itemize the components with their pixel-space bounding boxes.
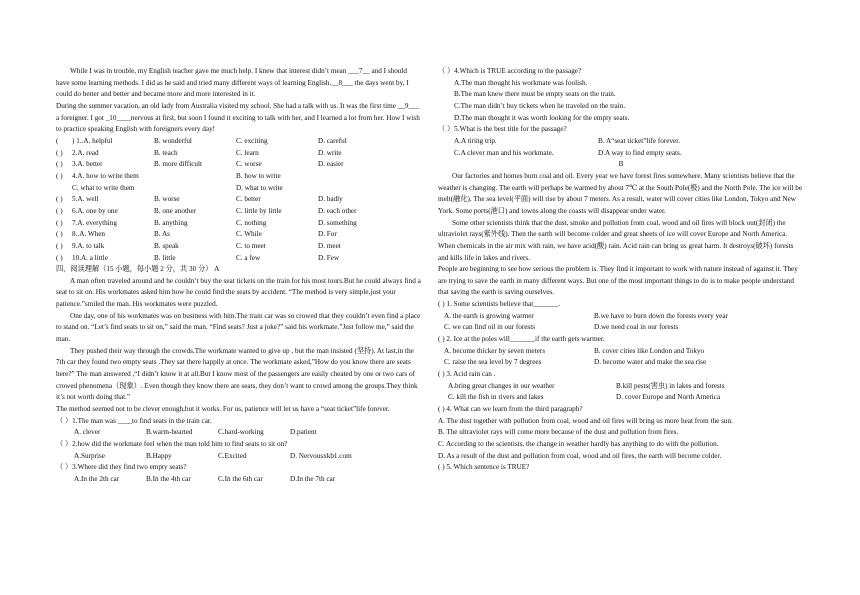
option: C.hard-working bbox=[218, 428, 264, 437]
cloze-options bbox=[56, 136, 422, 264]
cloze-option-cell: D. something bbox=[318, 218, 357, 227]
cloze-option-cell: D. For bbox=[318, 230, 337, 239]
option: B. cover cities like London and Tokyo bbox=[594, 346, 705, 355]
cloze-option-row bbox=[56, 206, 422, 218]
q5-options-cd bbox=[438, 148, 804, 160]
cloze-option-cell: ( ) bbox=[56, 241, 63, 250]
option: A. clever bbox=[74, 428, 101, 437]
option: A. the earth is growing warmer bbox=[444, 311, 534, 320]
b2-options-cd bbox=[438, 357, 804, 369]
option: A.Surprise bbox=[74, 451, 105, 460]
b3-options-ab bbox=[438, 381, 804, 393]
option: D. become water and make the sea rise bbox=[594, 358, 707, 367]
cloze-option-cell: ( ) bbox=[56, 218, 63, 227]
q5-options-ab bbox=[438, 136, 804, 148]
cloze-option-cell: ( ) bbox=[56, 206, 63, 215]
b3-options-cd bbox=[438, 392, 804, 404]
cloze-option-cell: C. worse bbox=[236, 160, 262, 169]
cloze-option-cell: C. to meet bbox=[236, 241, 266, 250]
question-2-options bbox=[56, 451, 422, 463]
cloze-option-cell: D. meet bbox=[318, 241, 341, 250]
option: A. become thicker by seven meters bbox=[444, 346, 545, 355]
cloze-option-cell: 8..A. When bbox=[72, 230, 106, 239]
cloze-option-cell: C. little by little bbox=[236, 206, 282, 215]
b4-option-d: D. As a result of the dust and pollution from coal, wood and oil fires, the earth will become colder. bbox=[438, 451, 722, 460]
option: B.we have to burn down the forests every year bbox=[594, 311, 728, 320]
cloze-option-cell: D. badly bbox=[318, 195, 343, 204]
q5-option-d: D.A way to find empty seats. bbox=[598, 148, 682, 157]
left-column bbox=[56, 66, 422, 486]
q4-option-b: B.The man knew there must be empty seats on the train. bbox=[454, 90, 616, 99]
cloze-option-cell: 4.A. how to write them bbox=[72, 171, 139, 180]
q5-option-c: C.A clever man and his workmate. bbox=[454, 148, 554, 157]
cloze-option-cell: ( ) bbox=[56, 195, 63, 204]
passage-b-p3: When chemicals in the air mix with rain, we have acid(酸) rain. Acid rain can bring us great harm. It destroys(破坏) forests and kills life in lakes and rivers. bbox=[438, 241, 794, 262]
cloze-option-row bbox=[56, 136, 422, 148]
option: B.kill pests(害虫) in lakes and forests bbox=[616, 381, 725, 390]
q4-option-a: A.The man thought his workmate was foolish. bbox=[454, 78, 588, 87]
cloze-option-cell: 7.A. everything bbox=[72, 218, 117, 227]
option: B.warm-hearted bbox=[146, 428, 193, 437]
cloze-option-cell: C. nothing bbox=[236, 218, 267, 227]
b2-options-ab bbox=[438, 346, 804, 358]
option: C. we can find oil in our forests bbox=[444, 323, 536, 332]
question-4: （ ）4.Which is TRUE according to the passage? bbox=[438, 67, 582, 75]
cloze-option-cell: D. what to write bbox=[236, 183, 283, 192]
cloze-option-cell: B. worse bbox=[154, 195, 180, 204]
option: C.In the 6th car bbox=[218, 474, 263, 483]
question-1-options bbox=[56, 427, 422, 439]
b1-options-cd bbox=[438, 322, 804, 334]
cloze-option-cell: D. careful bbox=[318, 136, 347, 145]
cloze-option-cell: B. anything bbox=[154, 218, 188, 227]
cloze-option-cell: C. While bbox=[236, 230, 262, 239]
cloze-option-cell: C. better bbox=[236, 195, 261, 204]
cloze-option-cell bbox=[154, 183, 236, 195]
option: C. kill the fish in rivers and lakes bbox=[448, 393, 544, 402]
cloze-option-cell: ( ) bbox=[56, 171, 63, 180]
passage-b-label: B bbox=[618, 160, 624, 169]
passage-a-p2: One day, one of his workmates was on business with him.The train car was so crowed that they couldn’t even find a place to stand on. “Let’s find seats to sit on,” said the man. “Find seats? Just a joke?” said his workmate.”Just follow me,” said the man. bbox=[56, 311, 421, 344]
cloze-option-cell: B. speak bbox=[154, 241, 179, 250]
cloze-option-cell: 5.A. well bbox=[72, 195, 99, 204]
b-question-3: ( ) 3. Acid rain can . bbox=[438, 370, 496, 379]
passage-b-p1: Our factories and homes burn coal and oil. Every year we have forest fires somewhere. Many scientists believe that the weather is changing. The earth will perhaps be warmed by about 7℃ at the South Pole(极) and the North Pole. The ice will be melt(融化). The sea level(平面) will rise by about 7 meters. As a result, water will cover cities like London, Tokyo and New York. Some ports(港口) and towns along the coasts will disappear under water. bbox=[438, 171, 803, 215]
cloze-option-cell: ( ) bbox=[56, 253, 63, 262]
cloze-option-cell: B. little bbox=[154, 253, 176, 262]
passage-a-p4: The method seemed not to be clever enough,but it works. For us, patience will let us have a “seat ticket”life forever. bbox=[56, 405, 390, 414]
q5-option-a: A.A tiring trip. bbox=[454, 136, 497, 145]
question-3-options bbox=[56, 474, 422, 486]
cloze-paragraph-1: While I was in trouble, my English teacher gave me much help. I knew that interest didn’t mean ___7__ and I should have some learning methods. I did as he said and tried many different ways of learning English.__8___ the days went by, I could do better and better and became more and more interested in it. bbox=[56, 67, 409, 99]
q5-option-b: B. A“seat ticket”life forever. bbox=[598, 136, 681, 145]
b1-options-ab bbox=[438, 311, 804, 323]
option: D. cover Europe and North America bbox=[616, 393, 721, 402]
question-1: （ ）1.The man was ____to find seats in the train car. bbox=[56, 416, 212, 425]
option: B.Happy bbox=[146, 451, 172, 460]
cloze-option-row bbox=[56, 171, 422, 183]
option: D.patient bbox=[290, 428, 317, 437]
cloze-option-cell: B. how to write bbox=[236, 171, 281, 180]
question-2: （ ）2.how did the workmate feel when the man told him to find seats to sit on? bbox=[56, 440, 288, 448]
option: B.In the 4th car bbox=[146, 474, 191, 483]
cloze-option-cell: D. easier bbox=[318, 160, 344, 169]
cloze-option-cell: 2.A. read bbox=[72, 148, 99, 157]
section-heading: 四、阅读理解（15 小题，每小题 2 分，共 30 分） A bbox=[56, 265, 220, 274]
option: D. Nervousxkb1.com bbox=[290, 451, 352, 460]
option: A.bring great changes in our weather bbox=[448, 381, 555, 390]
cloze-option-row bbox=[56, 253, 422, 265]
b4-option-a: A. The dust together with pollution from coal, wood and oil fires will bring us more heat from the sun. bbox=[438, 416, 733, 425]
cloze-option-row bbox=[56, 229, 422, 241]
cloze-option-cell: C. a few bbox=[236, 253, 261, 262]
cloze-option-cell: B. wonderful bbox=[154, 136, 192, 145]
passage-a-p1: A man often traveled around and he couldn’t buy the seat tickets on the train for his most tours.But he could always find a seat to sit on. His workmates asked him how he could find the seats by accident. “The method is very simple,just your patience.”smiled the man. His workmates were puzzled. bbox=[56, 276, 421, 309]
cloze-option-cell: ( ) bbox=[56, 148, 63, 157]
cloze-option-row bbox=[56, 183, 422, 195]
passage-a-p3: They pushed their way through the crowds.The workmate wanted to give up , but the man insisted (坚持). At last,in the 7th car they found two empty seats .They sat there happily at once. The workmate asked,”How do you know there are seats here?” The man answered ,“I didn’t know it at all.But I know most of the passengers are easily cheated by one or two cars of crowed phenomena（现象）. Even though they know there are seats, they don’t want to crowd among the groups.They think it’s not worth doing that.” bbox=[56, 346, 418, 402]
question-5: （ ）5.What is the best title for the passage? bbox=[438, 125, 567, 134]
cloze-option-cell: ( ) bbox=[56, 160, 63, 169]
option: D.In the 7th car bbox=[290, 474, 336, 483]
q4-option-d: D.The man thought it was worth looking for the empty seats. bbox=[454, 113, 630, 122]
option: D.we need coal in our forests bbox=[594, 323, 679, 332]
cloze-option-cell: 6.A. one by one bbox=[72, 206, 118, 215]
cloze-option-row bbox=[56, 241, 422, 253]
cloze-option-cell bbox=[154, 171, 236, 183]
cloze-option-cell: 9.A. to talk bbox=[72, 241, 105, 250]
cloze-option-cell: B. teach bbox=[154, 148, 178, 157]
b-question-2: ( ) 2. Ice at the poles will_______if the earth gets warmer. bbox=[438, 335, 605, 344]
cloze-option-row bbox=[56, 159, 422, 171]
cloze-option-cell: C. exciting bbox=[236, 136, 268, 145]
b4-option-b: B. The ultraviolet rays will come more because of the dust and pollution from fires. bbox=[438, 428, 679, 437]
cloze-option-cell: D. each other bbox=[318, 206, 357, 215]
cloze-option-cell: ( ) bbox=[56, 230, 63, 239]
cloze-option-cell: ( bbox=[56, 136, 59, 145]
cloze-option-row bbox=[56, 194, 422, 206]
cloze-option-cell: C. learn bbox=[236, 148, 259, 157]
cloze-option-cell: B. As bbox=[154, 230, 170, 239]
cloze-option-row bbox=[56, 218, 422, 230]
passage-b-p2: Some other scientists think that the dust, smoke and pollution from coal, wood and oil fires will block out(封闭) the ultraviolet rays(紫外线). Then the earth will become colder and great sheets of ice will cover Europe and North America. bbox=[438, 218, 788, 239]
cloze-option-cell: 10.A. a little bbox=[72, 253, 108, 262]
cloze-option-cell: B. one another bbox=[154, 206, 197, 215]
cloze-option-row bbox=[56, 148, 422, 160]
b-question-1: ( ) 1. Some scientists believe that_______. bbox=[438, 300, 561, 309]
option: A.In the 2th car bbox=[74, 474, 120, 483]
cloze-option-cell: ) 1..A. helpful bbox=[72, 136, 113, 145]
cloze-option-cell: C. what to write them bbox=[72, 183, 135, 192]
option: C.Excited bbox=[218, 451, 247, 460]
cloze-option-cell: 3.A. better bbox=[72, 160, 103, 169]
b-question-5: ( ) 5. Which sentence is TRUE? bbox=[438, 463, 530, 472]
q4-option-c: C.The man didn’t buy tickets when he traveled on the train. bbox=[454, 101, 626, 110]
b4-option-c: C. According to the scientists, the change in weather hardly has anything to do with the pollution. bbox=[438, 440, 719, 448]
cloze-option-cell: B. more difficult bbox=[154, 160, 202, 169]
option: C. raise the sea level by 7 degrees bbox=[444, 358, 542, 367]
right-column bbox=[438, 66, 804, 474]
cloze-option-cell: D. write bbox=[318, 148, 342, 157]
question-3: （ ）3.Where did they find two empty seats? bbox=[56, 463, 187, 472]
cloze-paragraph-2: During the summer vacation, an old lady from Australia visited my school. She had a talk with us. It was the first time __9___ a foreigner. I got _10____nervous at first, but soon I found it exciting to talk with her, and I learned a lot from her. How I wish to practice speaking English with foreigners every day! bbox=[56, 101, 420, 134]
b-question-4: ( ) 4. What can we learn from the third paragraph? bbox=[438, 405, 583, 414]
cloze-option-cell: D. Few bbox=[318, 253, 340, 262]
passage-b-p4: People are beginning to see how serious the problem is. They find it important to work with nature instead of against it. They are trying to save the earth in many different ways. But one of the most important things to do is to make people understand that saving the earth is saving ourselves. bbox=[438, 265, 798, 297]
cloze-option-cell bbox=[56, 183, 72, 195]
